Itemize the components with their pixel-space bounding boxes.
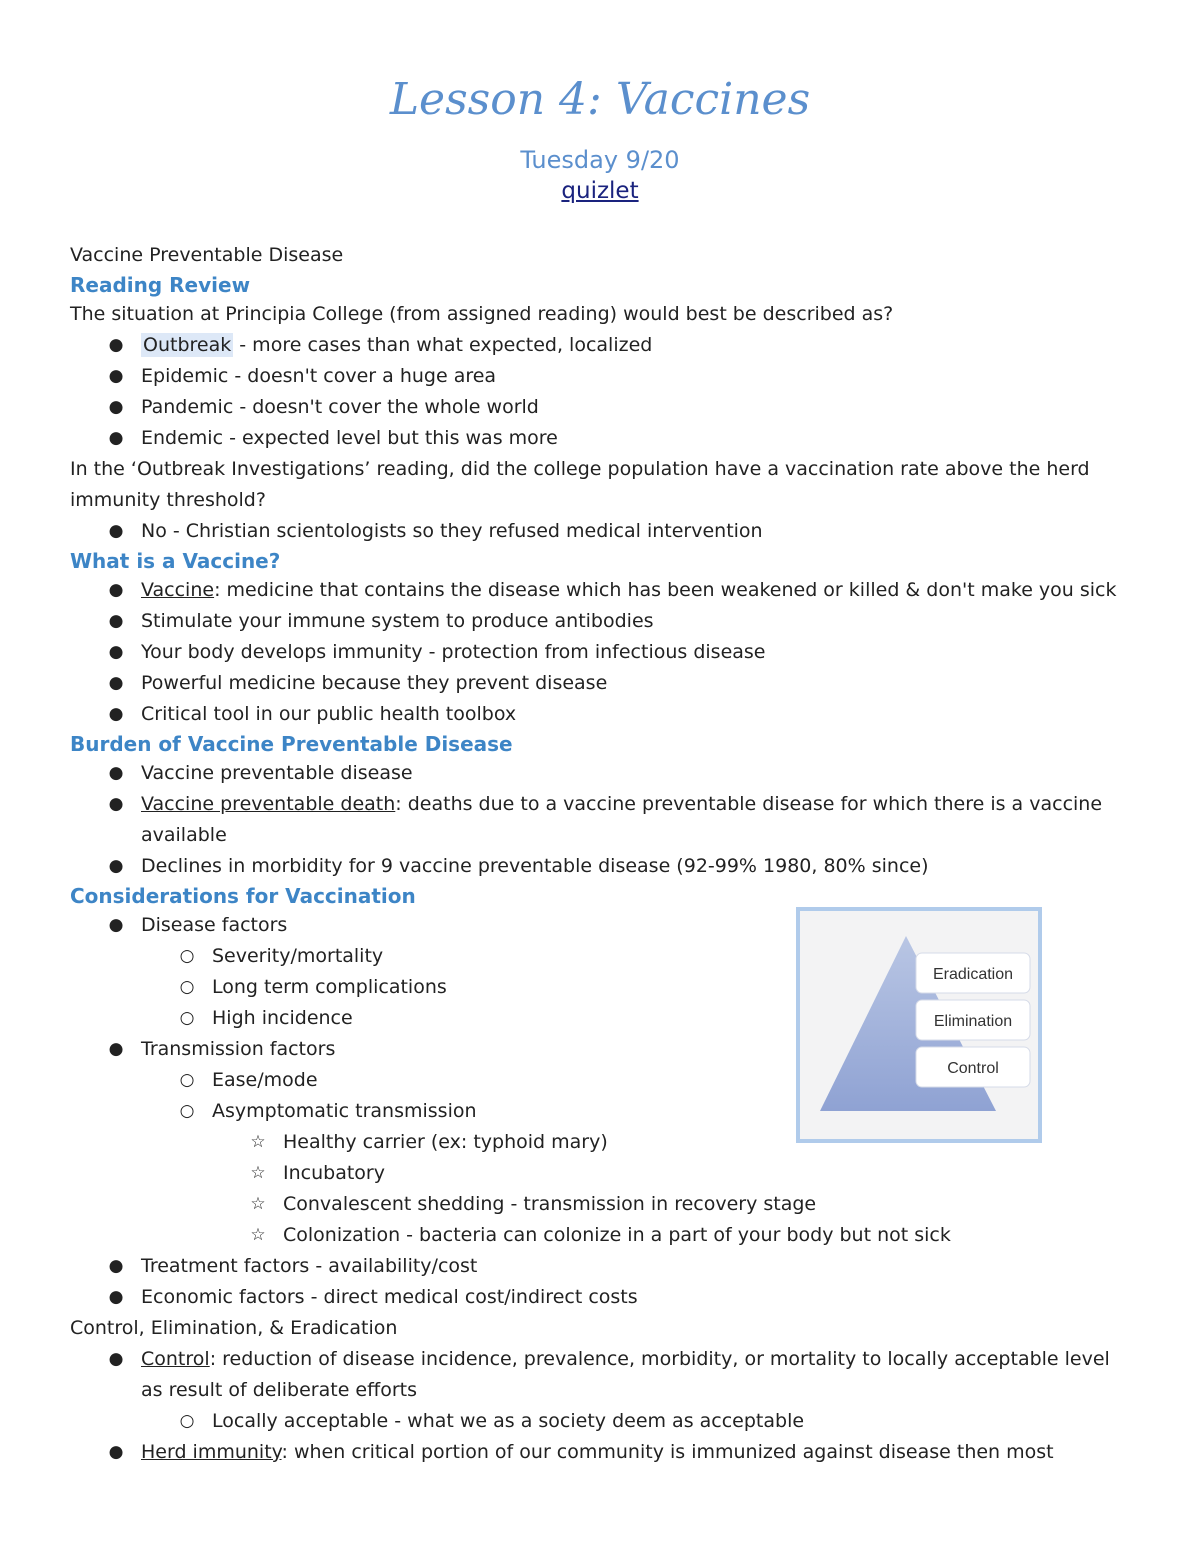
bullet-icon: ● [108,521,124,541]
control-label: Control [947,1060,999,1077]
list-item [70,575,1140,606]
bullet-icon: ● [108,915,124,935]
hollow-circle-icon: ○ [179,977,195,997]
term-definition: : reduction of disease incidence, prevalence, morbidity, or mortality to locally acceptable level as result of deliberate efforts [141,1348,1110,1401]
bullet-icon: ● [108,611,124,631]
list-item [70,789,1111,851]
question-principia: The situation at Principia College (from assigned reading) would best be described as? [70,303,894,325]
bullet-icon: ● [108,642,124,662]
quizlet-link[interactable]: quizlet [561,178,639,204]
list-item [70,851,1140,882]
bullet-icon: ● [108,335,124,355]
term-definition: : when critical portion of our community is immunized against disease then most [281,1441,1054,1463]
highlighted-term: Outbreak [143,334,232,356]
list-item [70,606,1140,637]
item-text: Healthy carrier (ex: typhoid mary) [283,1131,608,1153]
list-item [70,1282,1140,1313]
item-text: Transmission factors [141,1038,336,1060]
section-heading-considerations: Considerations for Vaccination [70,884,416,908]
hollow-circle-icon: ○ [179,1008,195,1028]
sub-list-item [141,1406,1131,1437]
eradication-label: Eradication [932,966,1014,983]
answer-text: No - Christian scientologists so they refused medical intervention [141,520,763,542]
pyramid-svg [800,911,1038,1139]
lesson-title: Lesson 4: Vaccines [389,74,811,125]
bullet-icon: ● [108,428,124,448]
item-text: Severity/mortality [212,945,384,967]
list-item [70,423,1140,454]
star-icon: ☆ [250,1225,266,1245]
list-item [70,637,1140,668]
option-desc: - doesn't cover the whole world [233,396,539,418]
bullet-icon: ● [108,1442,124,1462]
bullet-icon: ● [108,1287,124,1307]
options-list [70,330,1140,454]
bullet-icon: ● [108,366,124,386]
sub-sub-list-item [212,1189,1140,1220]
sub-list [141,1406,1131,1437]
section-heading-what-is-vaccine: What is a Vaccine? [70,549,281,573]
list-item [70,1344,1131,1437]
cee-list [70,1344,1140,1468]
underlined-term: Vaccine preventable death [141,793,396,815]
bullet-icon: ● [108,397,124,417]
item-text: Your body develops immunity - protection from infectious disease [141,641,766,663]
underlined-term: Herd immunity [141,1441,282,1463]
item-text: Critical tool in our public health toolbox [141,703,517,725]
list-item [70,668,1140,699]
option-desc: - more cases than what expected, localized [233,334,653,356]
option-term: Endemic [141,427,224,449]
option-term: Epidemic [141,365,229,387]
list-item [70,1437,1140,1468]
term-definition: : deaths due to a vaccine preventable disease for which there is a vaccine available [141,793,1103,846]
option-term: Pandemic [141,396,234,418]
burden-list [70,758,1140,882]
section-heading-reading-review: Reading Review [70,273,251,297]
notes-body [70,240,1140,1468]
item-text: Convalescent shedding - transmission in recovery stage [283,1193,817,1215]
bullet-icon: ● [108,1039,124,1059]
underlined-term: Control [141,1348,210,1370]
section-heading-burden: Burden of Vaccine Preventable Disease [70,732,513,756]
item-text: Economic factors - direct medical cost/indirect costs [141,1286,638,1308]
star-icon: ☆ [250,1163,266,1183]
bullet-icon: ● [108,673,124,693]
term-definition: : medicine that contains the disease which has been weakened or killed & don't make you sick [214,579,1117,601]
list-item [70,392,1140,423]
item-text: Declines in morbidity for 9 vaccine preventable disease (92-99% 1980, 80% since) [141,855,929,877]
item-text: Treatment factors - availability/cost [141,1255,478,1277]
item-text: High incidence [212,1007,353,1029]
topic-line: Vaccine Preventable Disease [70,244,344,266]
option-desc: - doesn't cover a huge area [228,365,497,387]
item-text: Stimulate your immune system to produce antibodies [141,610,654,632]
bullet-icon: ● [108,794,124,814]
question-herd-threshold: In the ‘Outbreak Investigations’ reading, did the college population have a vaccination rate above the herd immunity threshold? [70,458,1090,511]
cee-heading: Control, Elimination, & Eradication [70,1317,398,1339]
bullet-icon: ● [108,580,124,600]
list-item [70,361,1140,392]
vaccine-list [70,575,1140,730]
sub-sub-list-item [212,1220,1140,1251]
item-text: Ease/mode [212,1069,318,1091]
list-item [70,516,1140,547]
item-text: Locally acceptable - what we as a society deem as acceptable [212,1410,805,1432]
underlined-term: Vaccine [141,579,215,601]
star-icon: ☆ [250,1194,266,1214]
hollow-circle-icon: ○ [179,946,195,966]
item-text: Incubatory [283,1162,385,1184]
pyramid-figure [796,907,1042,1143]
quizlet-link-wrap [0,178,1200,204]
lesson-date: Tuesday 9/20 [520,146,680,174]
hollow-circle-icon: ○ [179,1101,195,1121]
item-text: Disease factors [141,914,288,936]
bullet-icon: ● [108,1256,124,1276]
list-item [70,330,1140,361]
list-item [70,699,1140,730]
item-text: Colonization - bacteria can colonize in a part of your body but not sick [283,1224,951,1246]
answer-list [70,516,1140,547]
option-desc: - expected level but this was more [223,427,558,449]
hollow-circle-icon: ○ [179,1070,195,1090]
elimination-label: Elimination [933,1013,1013,1030]
item-text: Powerful medicine because they prevent disease [141,672,608,694]
item-text: Asymptomatic transmission [212,1100,477,1122]
sub-sub-list-item [212,1158,1140,1189]
sub-sub-list [212,1127,1140,1251]
star-icon: ☆ [250,1132,266,1152]
list-item [70,1251,1140,1282]
bullet-icon: ● [108,856,124,876]
item-text: Long term complications [212,976,447,998]
bullet-icon: ● [108,1349,124,1369]
bullet-icon: ● [108,704,124,724]
item-text: Vaccine preventable disease [141,762,413,784]
list-item [70,758,1140,789]
bullet-icon: ● [108,763,124,783]
hollow-circle-icon: ○ [179,1411,195,1431]
